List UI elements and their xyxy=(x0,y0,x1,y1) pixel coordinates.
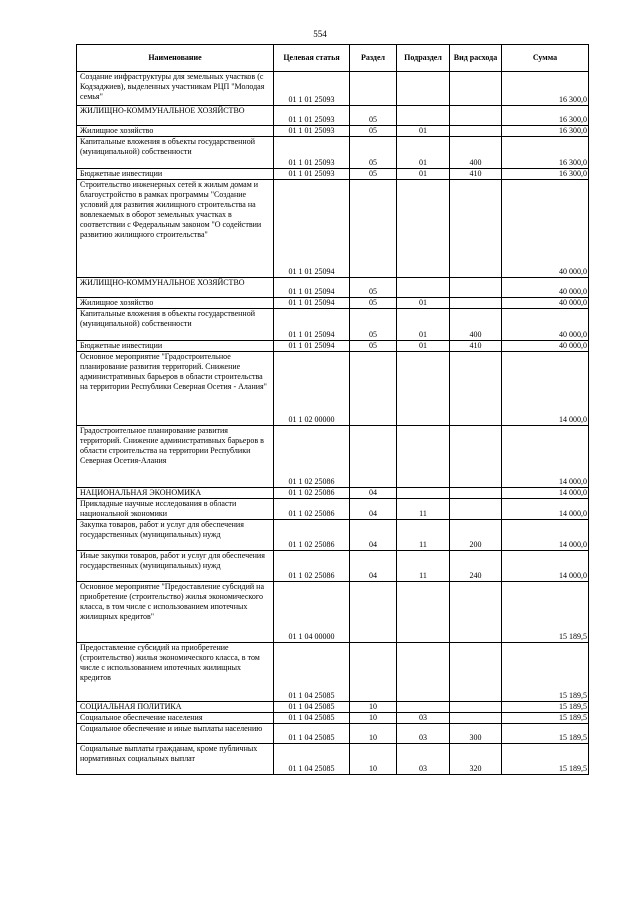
row-expense-type xyxy=(450,702,502,713)
row-amount: 14 000,0 xyxy=(502,520,589,551)
row-expense-type: 240 xyxy=(450,551,502,582)
row-expense-type: 410 xyxy=(450,169,502,180)
table-row xyxy=(77,106,589,126)
row-target: 01 1 02 25086 xyxy=(274,520,350,551)
row-name: Основное мероприятие "Предоставление субсидий на приобретение (строительство) жилья экономического класса, в том числе с использованием ипотечных жилищных кредитов" xyxy=(77,582,274,643)
row-target: 01 1 04 00000 xyxy=(274,582,350,643)
row-target: 01 1 01 25093 xyxy=(274,137,350,169)
table-row xyxy=(77,713,589,724)
table-row xyxy=(77,169,589,180)
row-target: 01 1 01 25093 xyxy=(274,106,350,126)
row-section xyxy=(350,180,397,278)
row-name: Прикладные научные исследования в области национальной экономики xyxy=(77,499,274,520)
row-section xyxy=(350,582,397,643)
row-expense-type xyxy=(450,352,502,426)
row-amount: 14 000,0 xyxy=(502,352,589,426)
col-header-subsection: Подраздел xyxy=(397,45,450,72)
row-section: 04 xyxy=(350,520,397,551)
row-subsection xyxy=(397,180,450,278)
row-section: 04 xyxy=(350,499,397,520)
row-target: 01 1 01 25094 xyxy=(274,341,350,352)
table-row xyxy=(77,426,589,488)
row-amount: 14 000,0 xyxy=(502,488,589,499)
table-row xyxy=(77,126,589,137)
row-name: Предоставление субсидий на приобретение (строительство) жилья экономического класса, в том числе с использованием ипотечных жилищных кредитов xyxy=(77,643,274,702)
row-amount: 40 000,0 xyxy=(502,298,589,309)
row-expense-type xyxy=(450,426,502,488)
row-subsection: 01 xyxy=(397,126,450,137)
table-row xyxy=(77,744,589,775)
row-name: Жилищное хозяйство xyxy=(77,298,274,309)
row-amount: 16 300,0 xyxy=(502,169,589,180)
row-name: ЖИЛИЩНО-КОММУНАЛЬНОЕ ХОЗЯЙСТВО xyxy=(77,278,274,298)
row-target: 01 1 02 25086 xyxy=(274,426,350,488)
col-header-name: Наименование xyxy=(77,45,274,72)
row-section: 05 xyxy=(350,341,397,352)
row-subsection: 01 xyxy=(397,169,450,180)
row-subsection: 11 xyxy=(397,499,450,520)
row-expense-type xyxy=(450,713,502,724)
row-amount: 40 000,0 xyxy=(502,309,589,341)
row-subsection xyxy=(397,426,450,488)
row-amount: 15 189,5 xyxy=(502,744,589,775)
row-target: 01 1 02 25086 xyxy=(274,551,350,582)
col-header-section: Раздел xyxy=(350,45,397,72)
row-amount: 15 189,5 xyxy=(502,724,589,744)
row-section: 05 xyxy=(350,137,397,169)
row-subsection: 11 xyxy=(397,551,450,582)
row-section: 05 xyxy=(350,298,397,309)
row-amount: 16 300,0 xyxy=(502,72,589,106)
row-amount: 15 189,5 xyxy=(502,702,589,713)
row-name: Бюджетные инвестиции xyxy=(77,169,274,180)
table-row xyxy=(77,520,589,551)
row-target: 01 1 01 25093 xyxy=(274,72,350,106)
row-expense-type xyxy=(450,582,502,643)
table-row xyxy=(77,298,589,309)
row-subsection: 03 xyxy=(397,744,450,775)
table-row xyxy=(77,499,589,520)
row-expense-type xyxy=(450,298,502,309)
row-subsection xyxy=(397,106,450,126)
table-row xyxy=(77,341,589,352)
table-row xyxy=(77,702,589,713)
table-header-row xyxy=(77,45,589,72)
row-subsection: 03 xyxy=(397,713,450,724)
row-subsection xyxy=(397,643,450,702)
row-amount: 40 000,0 xyxy=(502,341,589,352)
row-amount: 40 000,0 xyxy=(502,278,589,298)
row-section xyxy=(350,72,397,106)
row-subsection xyxy=(397,278,450,298)
row-target: 01 1 01 25094 xyxy=(274,180,350,278)
col-header-amount: Сумма xyxy=(502,45,589,72)
row-amount: 40 000,0 xyxy=(502,180,589,278)
row-name: Социальные выплаты гражданам, кроме публичных нормативных социальных выплат xyxy=(77,744,274,775)
row-target: 01 1 04 25085 xyxy=(274,702,350,713)
page-number: 554 xyxy=(313,29,327,39)
table-row xyxy=(77,309,589,341)
row-name: Строительство инженерных сетей к жилым домам и благоустройство в рамках программы "Создание условий для развития жилищного строительства на вовлекаемых в оборот земельных участках в соответствии с Федеральным законом "О содействии развитию жилищного строительства" xyxy=(77,180,274,278)
row-section xyxy=(350,426,397,488)
row-name: Социальное обеспечение населения xyxy=(77,713,274,724)
row-section: 10 xyxy=(350,744,397,775)
row-subsection: 03 xyxy=(397,724,450,744)
row-expense-type: 300 xyxy=(450,724,502,744)
row-name: Капитальные вложения в объекты государственной (муниципальной) собственности xyxy=(77,309,274,341)
row-section: 05 xyxy=(350,126,397,137)
budget-table xyxy=(76,44,589,775)
row-subsection: 01 xyxy=(397,137,450,169)
row-expense-type xyxy=(450,180,502,278)
row-expense-type xyxy=(450,106,502,126)
row-target: 01 1 04 25085 xyxy=(274,643,350,702)
table-row xyxy=(77,72,589,106)
row-section: 10 xyxy=(350,724,397,744)
row-name: НАЦИОНАЛЬНАЯ ЭКОНОМИКА xyxy=(77,488,274,499)
row-name: Создание инфраструктуры для земельных участков (с Кодзаджиев), выделенных участникам РЦП "Молодая семья" xyxy=(77,72,274,106)
row-target: 01 1 02 25086 xyxy=(274,488,350,499)
row-expense-type xyxy=(450,278,502,298)
table-row xyxy=(77,352,589,426)
row-section: 10 xyxy=(350,702,397,713)
row-amount: 16 300,0 xyxy=(502,106,589,126)
row-amount: 15 189,5 xyxy=(502,713,589,724)
row-target: 01 1 01 25093 xyxy=(274,169,350,180)
row-subsection: 01 xyxy=(397,309,450,341)
row-subsection xyxy=(397,352,450,426)
row-subsection: 01 xyxy=(397,298,450,309)
row-section: 04 xyxy=(350,551,397,582)
row-expense-type: 400 xyxy=(450,137,502,169)
row-target: 01 1 01 25094 xyxy=(274,278,350,298)
row-subsection xyxy=(397,488,450,499)
row-amount: 14 000,0 xyxy=(502,426,589,488)
row-expense-type: 400 xyxy=(450,309,502,341)
col-header-target: Целевая статья xyxy=(274,45,350,72)
row-expense-type xyxy=(450,643,502,702)
table-row xyxy=(77,551,589,582)
row-name: СОЦИАЛЬНАЯ ПОЛИТИКА xyxy=(77,702,274,713)
row-name: Градостроительное планирование развития территорий. Снижение административных барьеров в области строительства на территории Республики Северная Осетия-Алания xyxy=(77,426,274,488)
row-expense-type xyxy=(450,488,502,499)
row-target: 01 1 02 00000 xyxy=(274,352,350,426)
row-name: Основное мероприятие "Градостроительное планирование развития территорий. Снижение административных барьеров в области строительства на территории Республики Северная Осетия - Алания" xyxy=(77,352,274,426)
row-subsection: 01 xyxy=(397,341,450,352)
table-row xyxy=(77,582,589,643)
row-expense-type: 410 xyxy=(450,341,502,352)
table-row xyxy=(77,278,589,298)
row-target: 01 1 01 25094 xyxy=(274,309,350,341)
row-expense-type: 200 xyxy=(450,520,502,551)
row-amount: 14 000,0 xyxy=(502,499,589,520)
row-target: 01 1 01 25093 xyxy=(274,126,350,137)
table-row xyxy=(77,488,589,499)
row-amount: 15 189,5 xyxy=(502,582,589,643)
row-section xyxy=(350,643,397,702)
table-row xyxy=(77,137,589,169)
row-target: 01 1 02 25086 xyxy=(274,499,350,520)
row-name: Иные закупки товаров, работ и услуг для обеспечения государственных (муниципальных) нужд xyxy=(77,551,274,582)
row-target: 01 1 01 25094 xyxy=(274,298,350,309)
row-name: Капитальные вложения в объекты государственной (муниципальной) собственности xyxy=(77,137,274,169)
row-amount: 14 000,0 xyxy=(502,551,589,582)
row-section: 10 xyxy=(350,713,397,724)
col-header-expense-type: Вид расхода xyxy=(450,45,502,72)
row-name: Бюджетные инвестиции xyxy=(77,341,274,352)
row-amount: 16 300,0 xyxy=(502,126,589,137)
row-amount: 15 189,5 xyxy=(502,643,589,702)
row-expense-type: 320 xyxy=(450,744,502,775)
row-subsection xyxy=(397,702,450,713)
row-section xyxy=(350,352,397,426)
row-section: 04 xyxy=(350,488,397,499)
row-expense-type xyxy=(450,499,502,520)
table-row xyxy=(77,724,589,744)
row-target: 01 1 04 25085 xyxy=(274,724,350,744)
row-section: 05 xyxy=(350,309,397,341)
row-subsection xyxy=(397,72,450,106)
row-name: ЖИЛИЩНО-КОММУНАЛЬНОЕ ХОЗЯЙСТВО xyxy=(77,106,274,126)
row-section: 05 xyxy=(350,106,397,126)
row-expense-type xyxy=(450,72,502,106)
row-subsection xyxy=(397,582,450,643)
row-expense-type xyxy=(450,126,502,137)
row-name: Социальное обеспечение и иные выплаты населению xyxy=(77,724,274,744)
row-subsection: 11 xyxy=(397,520,450,551)
row-name: Жилищное хозяйство xyxy=(77,126,274,137)
row-target: 01 1 04 25085 xyxy=(274,744,350,775)
table-row xyxy=(77,180,589,278)
row-name: Закупка товаров, работ и услуг для обеспечения государственных (муниципальных) нужд xyxy=(77,520,274,551)
row-section: 05 xyxy=(350,278,397,298)
row-section: 05 xyxy=(350,169,397,180)
row-target: 01 1 04 25085 xyxy=(274,713,350,724)
table-row xyxy=(77,643,589,702)
row-amount: 16 300,0 xyxy=(502,137,589,169)
